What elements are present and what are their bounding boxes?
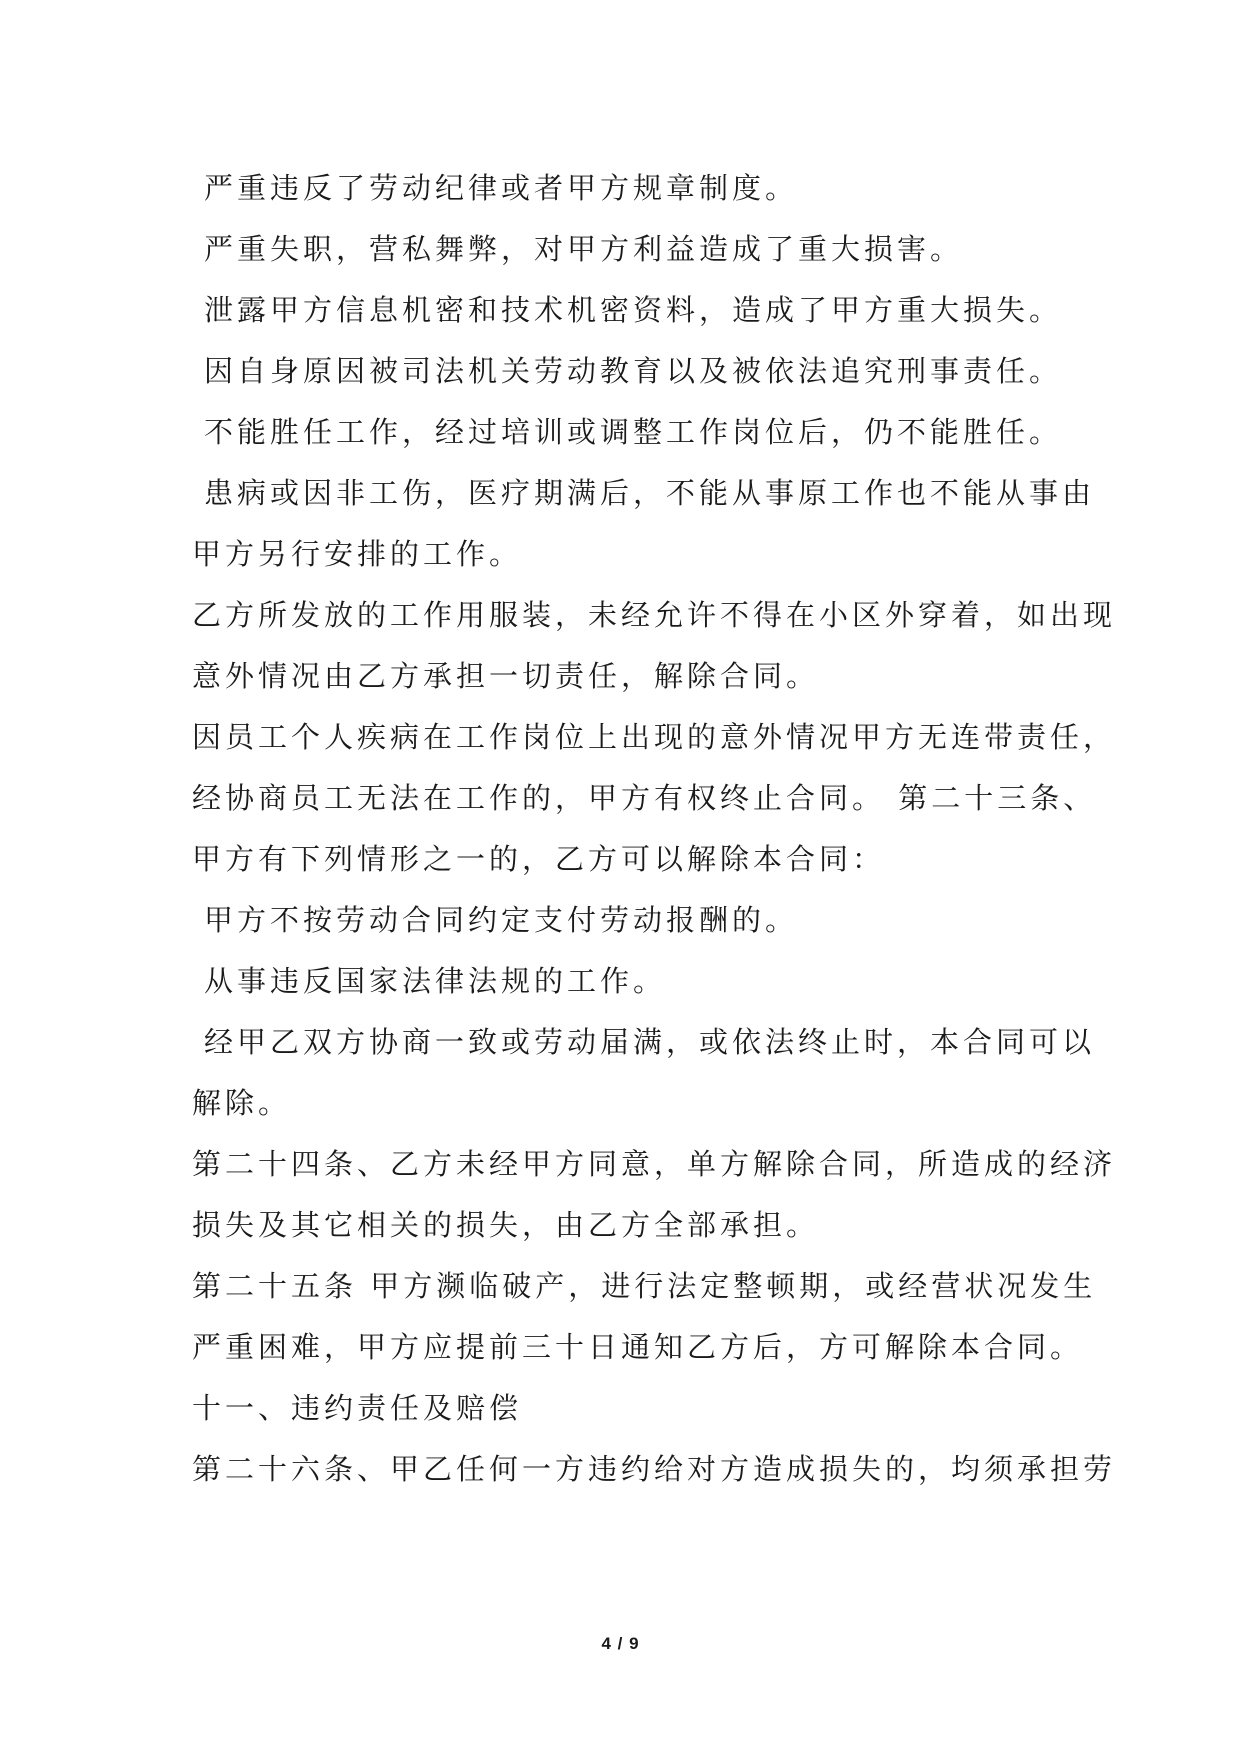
text-line: 从事违反国家法律法规的工作。 xyxy=(204,964,667,998)
text-line: 意外情况由乙方承担一切责任，解除合同。 xyxy=(192,659,820,693)
text-line: 解除。 xyxy=(192,1086,292,1120)
text-line: 不能胜任工作，经过培训或调整工作岗位后，仍不能胜任。 xyxy=(204,415,1063,449)
text-line: 乙方所发放的工作用服装，未经允许不得在小区外穿着，如出现 xyxy=(192,598,1117,632)
text-line: 甲方有下列情形之一的，乙方可以解除本合同： xyxy=(192,842,886,876)
section-heading: 十一、违约责任及赔偿 xyxy=(192,1391,523,1425)
text-line: 严重困难，甲方应提前三十日通知乙方后，方可解除本合同。 xyxy=(192,1330,1084,1364)
document-body xyxy=(192,158,1117,1500)
text-line: 泄露甲方信息机密和技术机密资料，造成了甲方重大损失。 xyxy=(204,293,1063,327)
text-line: 第二十五条 甲方濒临破产，进行法定整顿期，或经营状况发生 xyxy=(192,1269,1097,1303)
text-line: 甲方另行安排的工作。 xyxy=(192,537,523,571)
text-line: 经甲乙双方协商一致或劳动届满，或依法终止时，本合同可以 xyxy=(204,1025,1096,1059)
text-line: 经协商员工无法在工作的，甲方有权终止合同。 第二十三条、 xyxy=(192,781,1097,815)
text-line: 患病或因非工伤，医疗期满后，不能从事原工作也不能从事由 xyxy=(204,476,1096,510)
text-line: 甲方不按劳动合同约定支付劳动报酬的。 xyxy=(204,903,799,937)
text-line: 第二十四条、乙方未经甲方同意，单方解除合同，所造成的经济 xyxy=(192,1147,1117,1181)
text-line: 因自身原因被司法机关劳动教育以及被依法追究刑事责任。 xyxy=(204,354,1063,388)
text-line: 因员工个人疾病在工作岗位上出现的意外情况甲方无连带责任， xyxy=(192,720,1117,754)
text-line: 严重失职，营私舞弊，对甲方利益造成了重大损害。 xyxy=(204,232,964,266)
page-number: 4 / 9 xyxy=(601,1634,640,1653)
text-line: 严重违反了劳动纪律或者甲方规章制度。 xyxy=(204,171,799,205)
text-line: 损失及其它相关的损失，由乙方全部承担。 xyxy=(192,1208,820,1242)
text-line: 第二十六条、甲乙任何一方违约给对方造成损失的，均须承担劳 xyxy=(192,1452,1117,1486)
